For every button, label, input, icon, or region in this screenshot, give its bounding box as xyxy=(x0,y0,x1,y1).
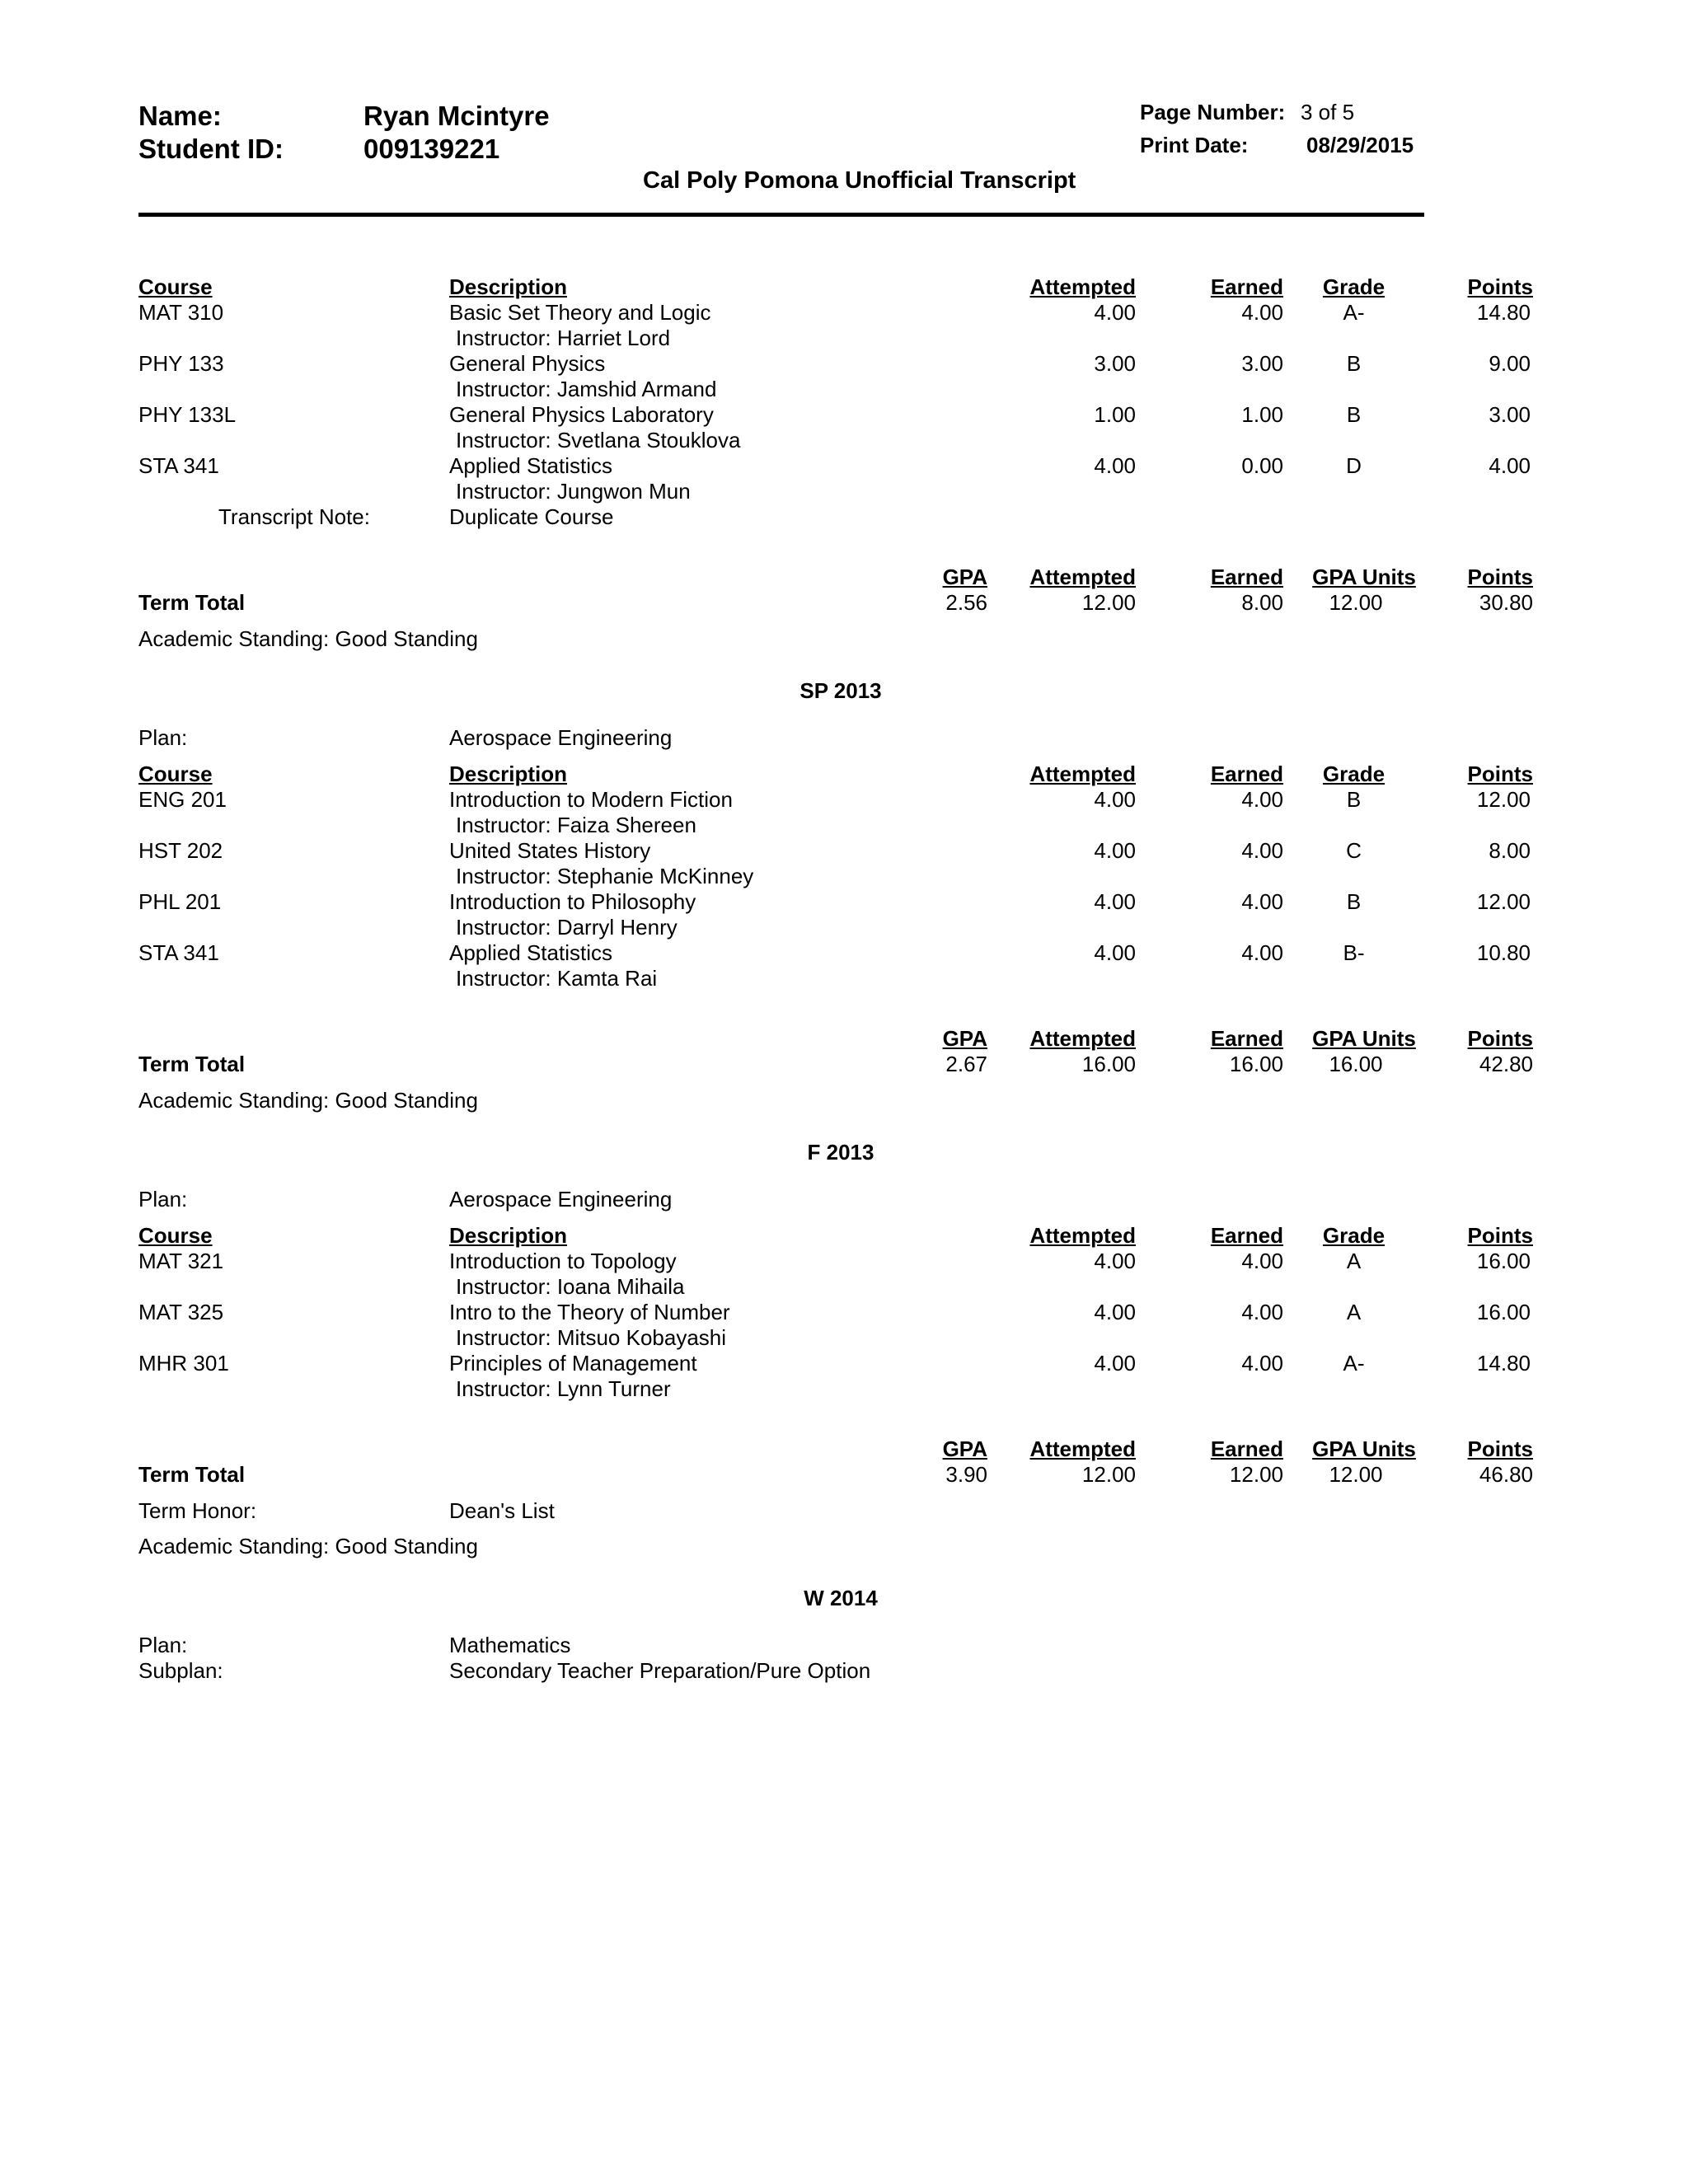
course-grade: A- xyxy=(1343,300,1365,325)
course-earned: 0.00 xyxy=(1241,453,1283,478)
course-attempted: 4.00 xyxy=(1094,889,1136,914)
gpa-units-header: GPA Units xyxy=(1312,565,1416,589)
course-description: General Physics Laboratory xyxy=(449,402,714,427)
course-instructor: Instructor: Jungwon Mun xyxy=(456,479,691,504)
course-grade: B xyxy=(1346,402,1362,427)
col-earned-header: Earned xyxy=(1210,1223,1283,1248)
course-instructor: Instructor: Ioana Mihaila xyxy=(456,1274,685,1299)
name-label: Name: xyxy=(138,101,222,131)
term-heading: W 2014 xyxy=(804,1586,878,1610)
plan-value: Aerospace Engineering xyxy=(449,1187,673,1212)
course-code: ENG 201 xyxy=(138,787,227,812)
course-grade: B xyxy=(1346,889,1362,914)
gpa-header: GPA xyxy=(942,1026,987,1051)
col-points-header: Points xyxy=(1467,274,1533,299)
course-attempted: 4.00 xyxy=(1094,838,1136,863)
print-date-label: Print Date: xyxy=(1140,133,1249,157)
plan-label: Plan: xyxy=(138,1187,188,1212)
course-grade: D xyxy=(1346,453,1362,478)
student-id-label: Student ID: xyxy=(138,134,284,164)
subplan-label: Subplan: xyxy=(138,1658,223,1683)
course-points: 16.00 xyxy=(1476,1249,1531,1273)
page-number-label: Page Number: xyxy=(1140,100,1286,124)
course-code: MAT 325 xyxy=(138,1300,224,1324)
col-points-header: Points xyxy=(1467,1223,1533,1248)
course-code: PHL 201 xyxy=(138,889,222,914)
course-instructor: Instructor: Svetlana Stouklova xyxy=(456,428,741,452)
course-attempted: 4.00 xyxy=(1094,1351,1136,1376)
term-gpa: 2.67 xyxy=(945,1052,987,1076)
course-points: 4.00 xyxy=(1489,453,1531,478)
term-honor: Dean's List xyxy=(449,1498,555,1523)
course-code: MHR 301 xyxy=(138,1351,229,1376)
course-earned: 4.00 xyxy=(1241,787,1283,812)
course-instructor: Instructor: Faiza Shereen xyxy=(456,813,696,837)
course-grade: A- xyxy=(1343,1351,1365,1376)
term-points: 42.80 xyxy=(1479,1052,1533,1076)
course-instructor: Instructor: Jamshid Armand xyxy=(456,377,717,401)
col-course-header: Course xyxy=(138,1223,213,1248)
col-attempted-header: Attempted xyxy=(1029,762,1136,786)
student-name: Ryan Mcintyre xyxy=(363,101,550,131)
page-number: 3 of 5 xyxy=(1301,100,1355,124)
course-earned: 4.00 xyxy=(1241,1249,1283,1273)
academic-standing: Academic Standing: Good Standing xyxy=(138,1088,478,1113)
plan-value: Mathematics xyxy=(449,1633,571,1657)
col-earned-header: Earned xyxy=(1210,274,1283,299)
col-course-header: Course xyxy=(138,762,213,786)
course-attempted: 4.00 xyxy=(1094,787,1136,812)
course-grade: B xyxy=(1346,351,1362,376)
course-instructor: Instructor: Darryl Henry xyxy=(456,915,678,940)
course-attempted: 4.00 xyxy=(1094,1300,1136,1324)
course-description: Principles of Management xyxy=(449,1351,697,1376)
term-gpa-units: 12.00 xyxy=(1329,1462,1383,1487)
col-grade-header: Grade xyxy=(1322,762,1386,786)
course-code: HST 202 xyxy=(138,838,223,863)
col-grade-header: Grade xyxy=(1322,274,1386,299)
term-attempted: 16.00 xyxy=(1081,1052,1136,1076)
course-points: 10.80 xyxy=(1476,940,1531,965)
course-earned: 4.00 xyxy=(1241,300,1283,325)
course-points: 14.80 xyxy=(1476,300,1531,325)
course-points: 8.00 xyxy=(1489,838,1531,863)
course-points: 9.00 xyxy=(1489,351,1531,376)
course-description: Introduction to Modern Fiction xyxy=(449,787,733,812)
gpa-header: GPA xyxy=(942,565,987,589)
course-description: Basic Set Theory and Logic xyxy=(449,300,711,325)
term-points: 46.80 xyxy=(1479,1462,1533,1487)
transcript-note-label: Transcript Note: xyxy=(218,504,370,529)
col-earned-header: Earned xyxy=(1210,762,1283,786)
course-attempted: 4.00 xyxy=(1094,940,1136,965)
course-grade: B xyxy=(1346,787,1362,812)
course-code: PHY 133L xyxy=(138,402,237,427)
course-code: STA 341 xyxy=(138,940,219,965)
academic-standing: Academic Standing: Good Standing xyxy=(138,1534,478,1558)
course-earned: 3.00 xyxy=(1241,351,1283,376)
plan-label: Plan: xyxy=(138,1633,188,1657)
term-gpa: 3.90 xyxy=(945,1462,987,1487)
term-gpa-units: 12.00 xyxy=(1329,590,1383,615)
course-description: Intro to the Theory of Number xyxy=(449,1300,730,1324)
course-description: Applied Statistics xyxy=(449,940,612,965)
term-attempted: 12.00 xyxy=(1081,1462,1136,1487)
course-points: 12.00 xyxy=(1476,889,1531,914)
course-earned: 1.00 xyxy=(1241,402,1283,427)
term-total-label: Term Total xyxy=(138,1052,246,1076)
term-earned: 8.00 xyxy=(1241,590,1283,615)
page-title: Cal Poly Pomona Unofficial Transcript xyxy=(643,167,1076,194)
gpa-units-header: GPA Units xyxy=(1312,1436,1416,1461)
term-heading: F 2013 xyxy=(807,1140,874,1165)
course-earned: 4.00 xyxy=(1241,889,1283,914)
course-instructor: Instructor: Mitsuo Kobayashi xyxy=(456,1325,727,1350)
course-code: PHY 133 xyxy=(138,351,224,376)
total-attempted-header: Attempted xyxy=(1029,1026,1136,1051)
gpa-units-header: GPA Units xyxy=(1312,1026,1416,1051)
course-earned: 4.00 xyxy=(1241,1300,1283,1324)
course-points: 12.00 xyxy=(1476,787,1531,812)
course-attempted: 3.00 xyxy=(1094,351,1136,376)
total-attempted-header: Attempted xyxy=(1029,1436,1136,1461)
course-grade: A xyxy=(1346,1249,1362,1273)
course-attempted: 4.00 xyxy=(1094,453,1136,478)
course-code: MAT 321 xyxy=(138,1249,224,1273)
course-code: STA 341 xyxy=(138,453,219,478)
total-points-header: Points xyxy=(1467,1026,1533,1051)
subplan-value: Secondary Teacher Preparation/Pure Option xyxy=(449,1658,871,1683)
course-description: United States History xyxy=(449,838,651,863)
course-points: 16.00 xyxy=(1476,1300,1531,1324)
total-points-header: Points xyxy=(1467,565,1533,589)
course-description: Introduction to Philosophy xyxy=(449,889,696,914)
col-grade-header: Grade xyxy=(1322,1223,1386,1248)
term-heading: SP 2013 xyxy=(799,678,882,703)
print-date: 08/29/2015 xyxy=(1306,133,1414,157)
term-earned: 16.00 xyxy=(1229,1052,1283,1076)
course-points: 14.80 xyxy=(1476,1351,1531,1376)
term-earned: 12.00 xyxy=(1229,1462,1283,1487)
course-attempted: 4.00 xyxy=(1094,300,1136,325)
col-attempted-header: Attempted xyxy=(1029,1223,1136,1248)
course-instructor: Instructor: Kamta Rai xyxy=(456,966,658,991)
plan-value: Aerospace Engineering xyxy=(449,725,673,750)
course-code: MAT 310 xyxy=(138,300,224,325)
term-honor-label: Term Honor: xyxy=(138,1498,257,1523)
total-earned-header: Earned xyxy=(1210,1436,1283,1461)
course-instructor: Instructor: Lynn Turner xyxy=(456,1376,671,1401)
total-points-header: Points xyxy=(1467,1436,1533,1461)
student-id: 009139221 xyxy=(363,134,500,164)
term-total-label: Term Total xyxy=(138,1462,246,1487)
course-description: Introduction to Topology xyxy=(449,1249,677,1273)
course-instructor: Instructor: Harriet Lord xyxy=(456,326,671,350)
transcript-note: Duplicate Course xyxy=(449,504,614,529)
course-description: General Physics xyxy=(449,351,606,376)
gpa-header: GPA xyxy=(942,1436,987,1461)
col-description-header: Description xyxy=(449,762,568,786)
course-description: Applied Statistics xyxy=(449,453,612,478)
col-attempted-header: Attempted xyxy=(1029,274,1136,299)
course-attempted: 1.00 xyxy=(1094,402,1136,427)
course-grade: C xyxy=(1346,838,1362,863)
term-gpa-units: 16.00 xyxy=(1329,1052,1383,1076)
course-earned: 4.00 xyxy=(1241,1351,1283,1376)
term-attempted: 12.00 xyxy=(1081,590,1136,615)
course-points: 3.00 xyxy=(1489,402,1531,427)
plan-label: Plan: xyxy=(138,725,188,750)
term-total-label: Term Total xyxy=(138,590,246,615)
course-grade: B- xyxy=(1343,940,1365,965)
col-course-header: Course xyxy=(138,274,213,299)
course-earned: 4.00 xyxy=(1241,940,1283,965)
col-description-header: Description xyxy=(449,274,568,299)
term-gpa: 2.56 xyxy=(945,590,987,615)
term-points: 30.80 xyxy=(1479,590,1533,615)
course-instructor: Instructor: Stephanie McKinney xyxy=(456,864,754,888)
col-description-header: Description xyxy=(449,1223,568,1248)
total-attempted-header: Attempted xyxy=(1029,565,1136,589)
header-rule xyxy=(138,213,1424,217)
course-earned: 4.00 xyxy=(1241,838,1283,863)
academic-standing: Academic Standing: Good Standing xyxy=(138,626,478,651)
total-earned-header: Earned xyxy=(1210,1026,1283,1051)
col-points-header: Points xyxy=(1467,762,1533,786)
course-attempted: 4.00 xyxy=(1094,1249,1136,1273)
course-grade: A xyxy=(1346,1300,1362,1324)
total-earned-header: Earned xyxy=(1210,565,1283,589)
